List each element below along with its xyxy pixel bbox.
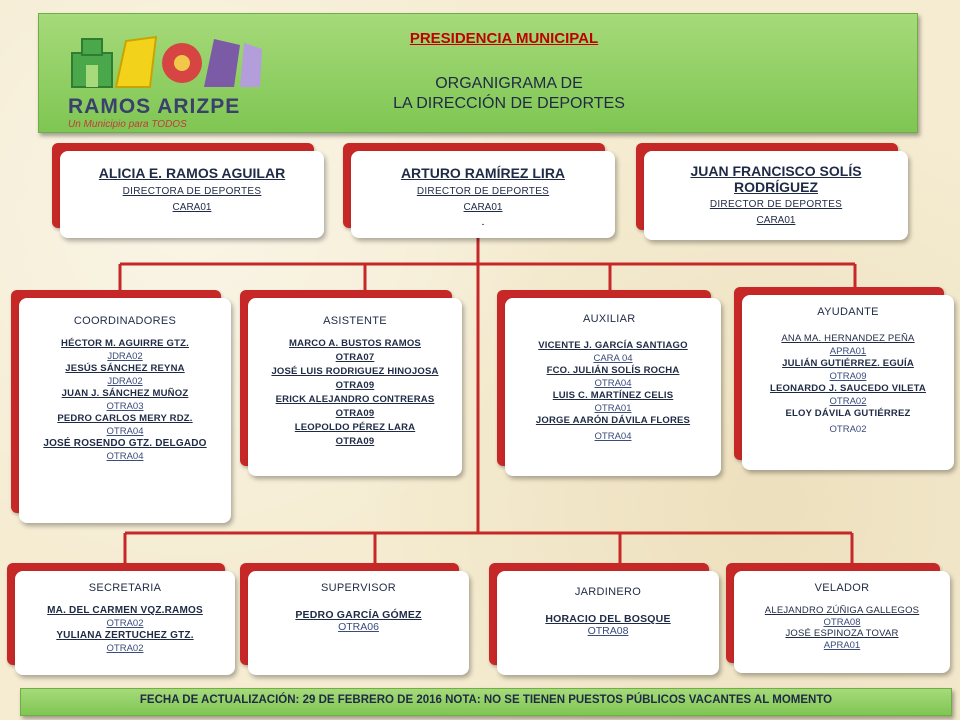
- director-role: DIRECTOR DE DEPORTES: [416, 186, 550, 197]
- member-name: ELOY DÁVILA GUTIÉRREZ: [785, 408, 911, 419]
- member-code: OTRA09: [335, 436, 375, 447]
- member-code: OTRA03: [106, 401, 144, 412]
- director-card-1: [52, 143, 324, 238]
- logo-text: RAMOS ARIZPE: [68, 95, 241, 118]
- header-title: PRESIDENCIA MUNICIPAL: [409, 30, 599, 47]
- group-title: JARDINERO: [574, 586, 642, 598]
- member-code: OTRA02: [106, 618, 144, 629]
- group-card-ayudante: [734, 287, 954, 470]
- member-name: HÉCTOR M. AGUIRRE GTZ.: [61, 338, 189, 349]
- header-banner: [38, 13, 918, 133]
- member-code: APRA01: [829, 346, 867, 357]
- director-code: CARA01: [172, 202, 212, 213]
- member-name: FCO. JULIÁN SOLÍS ROCHA: [546, 365, 680, 376]
- member-name: JULIÁN GUTIÉRREZ. EGUÍA: [782, 358, 914, 369]
- group-card-secretaria: [7, 563, 235, 675]
- group-title: COORDINADORES: [73, 315, 177, 327]
- member-code: OTRA04: [594, 378, 632, 389]
- member-name: LUIS C. MARTÍNEZ CELIS: [552, 390, 674, 401]
- member-code: JDRA02: [107, 376, 143, 387]
- director-code: CARA01: [756, 215, 796, 226]
- header-subtitle-line2: LA DIRECCIÓN DE DEPORTES: [393, 95, 625, 112]
- member-code: OTRA06: [338, 621, 379, 633]
- group-title: AYUDANTE: [817, 306, 879, 318]
- director-code: CARA01: [463, 202, 503, 213]
- group-card-jardinero: [489, 563, 719, 675]
- header-subtitle-line1: ORGANIGRAMA DE: [435, 75, 583, 92]
- member-name: MARCO A. BUSTOS RAMOS: [289, 338, 421, 349]
- group-title: SECRETARIA: [88, 582, 162, 594]
- footer-text: FECHA DE ACTUALIZACIÓN: 29 DE FEBRERO DE 2016 NOTA: NO SE TIENEN PUESTOS PÚBLICOS VACANTES AL MOMENTO: [139, 694, 833, 706]
- member-name: MA. DEL CARMEN VQZ.RAMOS: [47, 605, 203, 616]
- member-code: CARA 04: [593, 353, 633, 364]
- group-title: AUXILIAR: [583, 313, 636, 325]
- logo-graphic-icon: [64, 31, 274, 95]
- member-name: ERICK ALEJANDRO CONTRERAS: [275, 394, 435, 405]
- member-name: ANA MA. HERNANDEZ PEÑA: [781, 333, 915, 344]
- member-code: APRA01: [823, 640, 861, 651]
- member-name: YULIANA ZERTUCHEZ GTZ.: [56, 630, 194, 641]
- member-name: PEDRO CARLOS MERY RDZ.: [57, 413, 193, 424]
- member-code: OTRA01: [594, 403, 632, 414]
- group-title: ASISTENTE: [323, 315, 387, 327]
- group-card-coordinadores: [11, 290, 231, 523]
- director-name: ARTURO RAMÍREZ LIRA: [400, 165, 566, 181]
- group-card-supervisor: [240, 563, 469, 675]
- member-code: OTRA07: [335, 352, 375, 363]
- member-code: OTRA02: [106, 643, 144, 654]
- member-code: OTRA08: [587, 625, 629, 637]
- group-card-asistente: [240, 290, 462, 476]
- member-name: JORGE AARÓN DÁVILA FLORES: [535, 415, 691, 426]
- header-subtitle: [309, 74, 709, 114]
- member-name: JOSÉ ESPINOZA TOVAR: [785, 628, 899, 639]
- group-title: VELADOR: [814, 582, 870, 594]
- director-note: -: [481, 219, 485, 229]
- municipal-logo: [64, 31, 274, 130]
- member-name: VICENTE J. GARCÍA SANTIAGO: [538, 340, 688, 351]
- group-card-velador: [726, 563, 950, 673]
- member-name: HORACIO DEL BOSQUE: [545, 613, 671, 625]
- group-title: SUPERVISOR: [321, 582, 396, 594]
- member-code: OTRA02: [829, 396, 867, 407]
- member-code: OTRA09: [335, 408, 375, 419]
- member-code: OTRA04: [106, 451, 144, 462]
- member-code: OTRA04: [594, 431, 632, 442]
- footer-banner: [20, 688, 952, 716]
- logo-tagline: Un Municipio para TODOS: [68, 119, 187, 130]
- member-name: LEOPOLDO PÉREZ LARA: [294, 422, 416, 433]
- member-name: JESÚS SÁNCHEZ REYNA: [65, 363, 185, 374]
- director-card-2: [343, 143, 615, 238]
- director-role: DIRECTORA DE DEPORTES: [122, 186, 262, 197]
- member-code: OTRA09: [829, 371, 867, 382]
- member-name: JOSÉ LUIS RODRIGUEZ HINOJOSA: [271, 366, 439, 377]
- group-card-auxiliar: [497, 290, 721, 476]
- member-name: PEDRO GARCÍA GÓMEZ: [295, 609, 422, 621]
- member-name: JUAN J. SÁNCHEZ MUÑOZ: [61, 388, 189, 399]
- member-code: OTRA09: [335, 380, 375, 391]
- director-name: JUAN FRANCISCO SOLÍS RODRÍGUEZ: [690, 163, 862, 195]
- director-card-3: [636, 143, 908, 240]
- director-name: ALICIA E. RAMOS AGUILAR: [98, 165, 286, 181]
- member-code: OTRA08: [823, 617, 861, 628]
- member-code: OTRA02: [829, 424, 867, 435]
- member-code: JDRA02: [107, 351, 143, 362]
- director-role: DIRECTOR DE DEPORTES: [709, 199, 843, 210]
- member-name: JOSÉ ROSENDO GTZ. DELGADO: [43, 438, 207, 449]
- member-name: LEONARDO J. SAUCEDO VILETA: [770, 383, 926, 394]
- member-code: OTRA04: [106, 426, 144, 437]
- member-name: ALEJANDRO ZÚÑIGA GALLEGOS: [764, 605, 920, 616]
